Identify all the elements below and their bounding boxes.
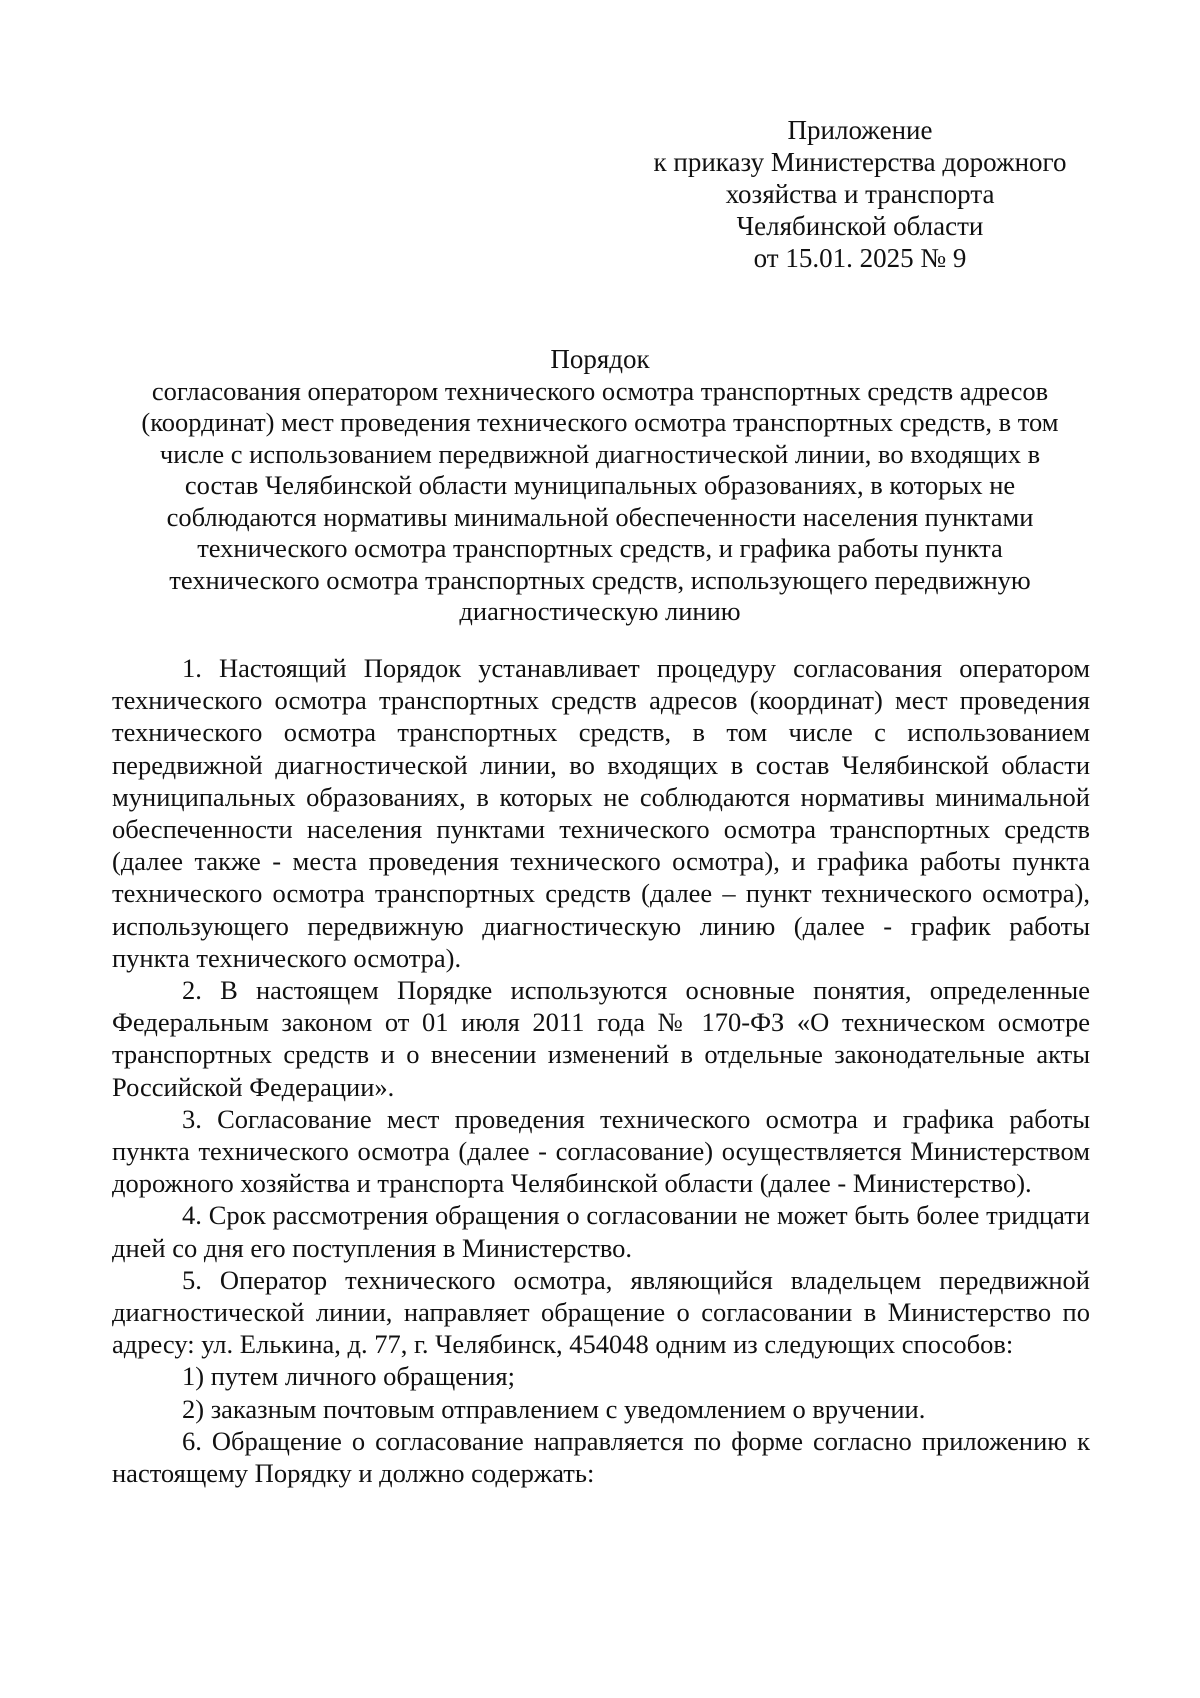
title-line: технического осмотра транспортных средств, использующего передвижную <box>169 564 1031 595</box>
appendix-label: Приложение <box>787 115 933 145</box>
document-body <box>112 652 1090 1489</box>
title-line: соблюдаются нормативы минимальной обеспеченности населения пунктами <box>166 501 1034 532</box>
title-heading: Порядок <box>550 344 650 374</box>
title-line: согласования оператором технического осмотра транспортных средств адресов <box>151 375 1049 406</box>
paragraph-4: 4. Срок рассмотрения обращения о согласовании не может быть более тридцати дней со дня его поступления в Министерство. <box>112 1200 1090 1263</box>
paragraph-1: 1. Настоящий Порядок устанавливает процедуру согласования оператором технического осмотра транспортных средств адресов (координат) мест проведения технического осмотра транспортных средств, в том числе с использованием передвижной диагностической линии, во входящих в состав Челябинской области муниципальных образованиях, в которых не соблюдаются нормативы минимальной обеспеченности населения пунктами технического осмотра транспортных средств (далее также - места проведения технического осмотра), и графика работы пункта технического осмотра транспортных средств (далее – пункт технического осмотра), использующего передвижную диагностическую линию (далее - график работы пункта технического осмотра). <box>112 653 1090 973</box>
appendix-region: Челябинской области <box>736 211 984 241</box>
appendix-order-ref: к приказу Министерства дорожного <box>653 147 1067 177</box>
title-line: (координат) мест проведения технического осмотра транспортных средств, в том <box>141 407 1059 437</box>
paragraph-2: 2. В настоящем Порядке используются основные понятия, определенные Федеральным законом от 01 июля 2011 года № 170-ФЗ «О техническом осмотре транспортных средств и о внесении изменений в отдельные законодательные акты Российской Федерации». <box>112 975 1090 1102</box>
paragraph-6: 6. Обращение о согласование направляется по форме согласно приложению к настоящему Порядку и должно содержать: <box>112 1425 1090 1489</box>
paragraph-5-item-2: 2) заказным почтовым отправлением с уведомлением о вручении. <box>182 1393 926 1424</box>
title-line: состав Челябинской области муниципальных образованиях, в которых не <box>184 470 1016 500</box>
paragraph-3: 3. Согласование мест проведения технического осмотра и графика работы пункта технического осмотра (далее - согласование) осуществляется Министерством дорожного хозяйства и транспорта Челябинской области (далее - Министерство). <box>112 1103 1090 1199</box>
title-subtitle <box>112 376 1088 628</box>
title-line: технического осмотра транспортных средств, и графика работы пункта <box>197 533 1003 563</box>
document-title <box>112 344 1088 628</box>
appendix-date-number: от 15.01. 2025 № 9 <box>753 243 967 273</box>
paragraph-5-item-1: 1) путем личного обращения; <box>182 1361 515 1392</box>
paragraph-5: 5. Оператор технического осмотра, являющийся владельцем передвижной диагностической линии, направляет обращение о согласовании в Министерство по адресу: ул. Елькина, д. 77, г. Челябинск, 454048 одним из следующих способов: <box>112 1264 1090 1360</box>
title-line: диагностическую линию <box>459 596 741 626</box>
appendix-ministry-line: хозяйства и транспорта <box>725 179 995 209</box>
title-line: числе с использованием передвижной диагностической линии, во входящих в <box>159 438 1041 469</box>
appendix-header <box>640 114 1080 274</box>
